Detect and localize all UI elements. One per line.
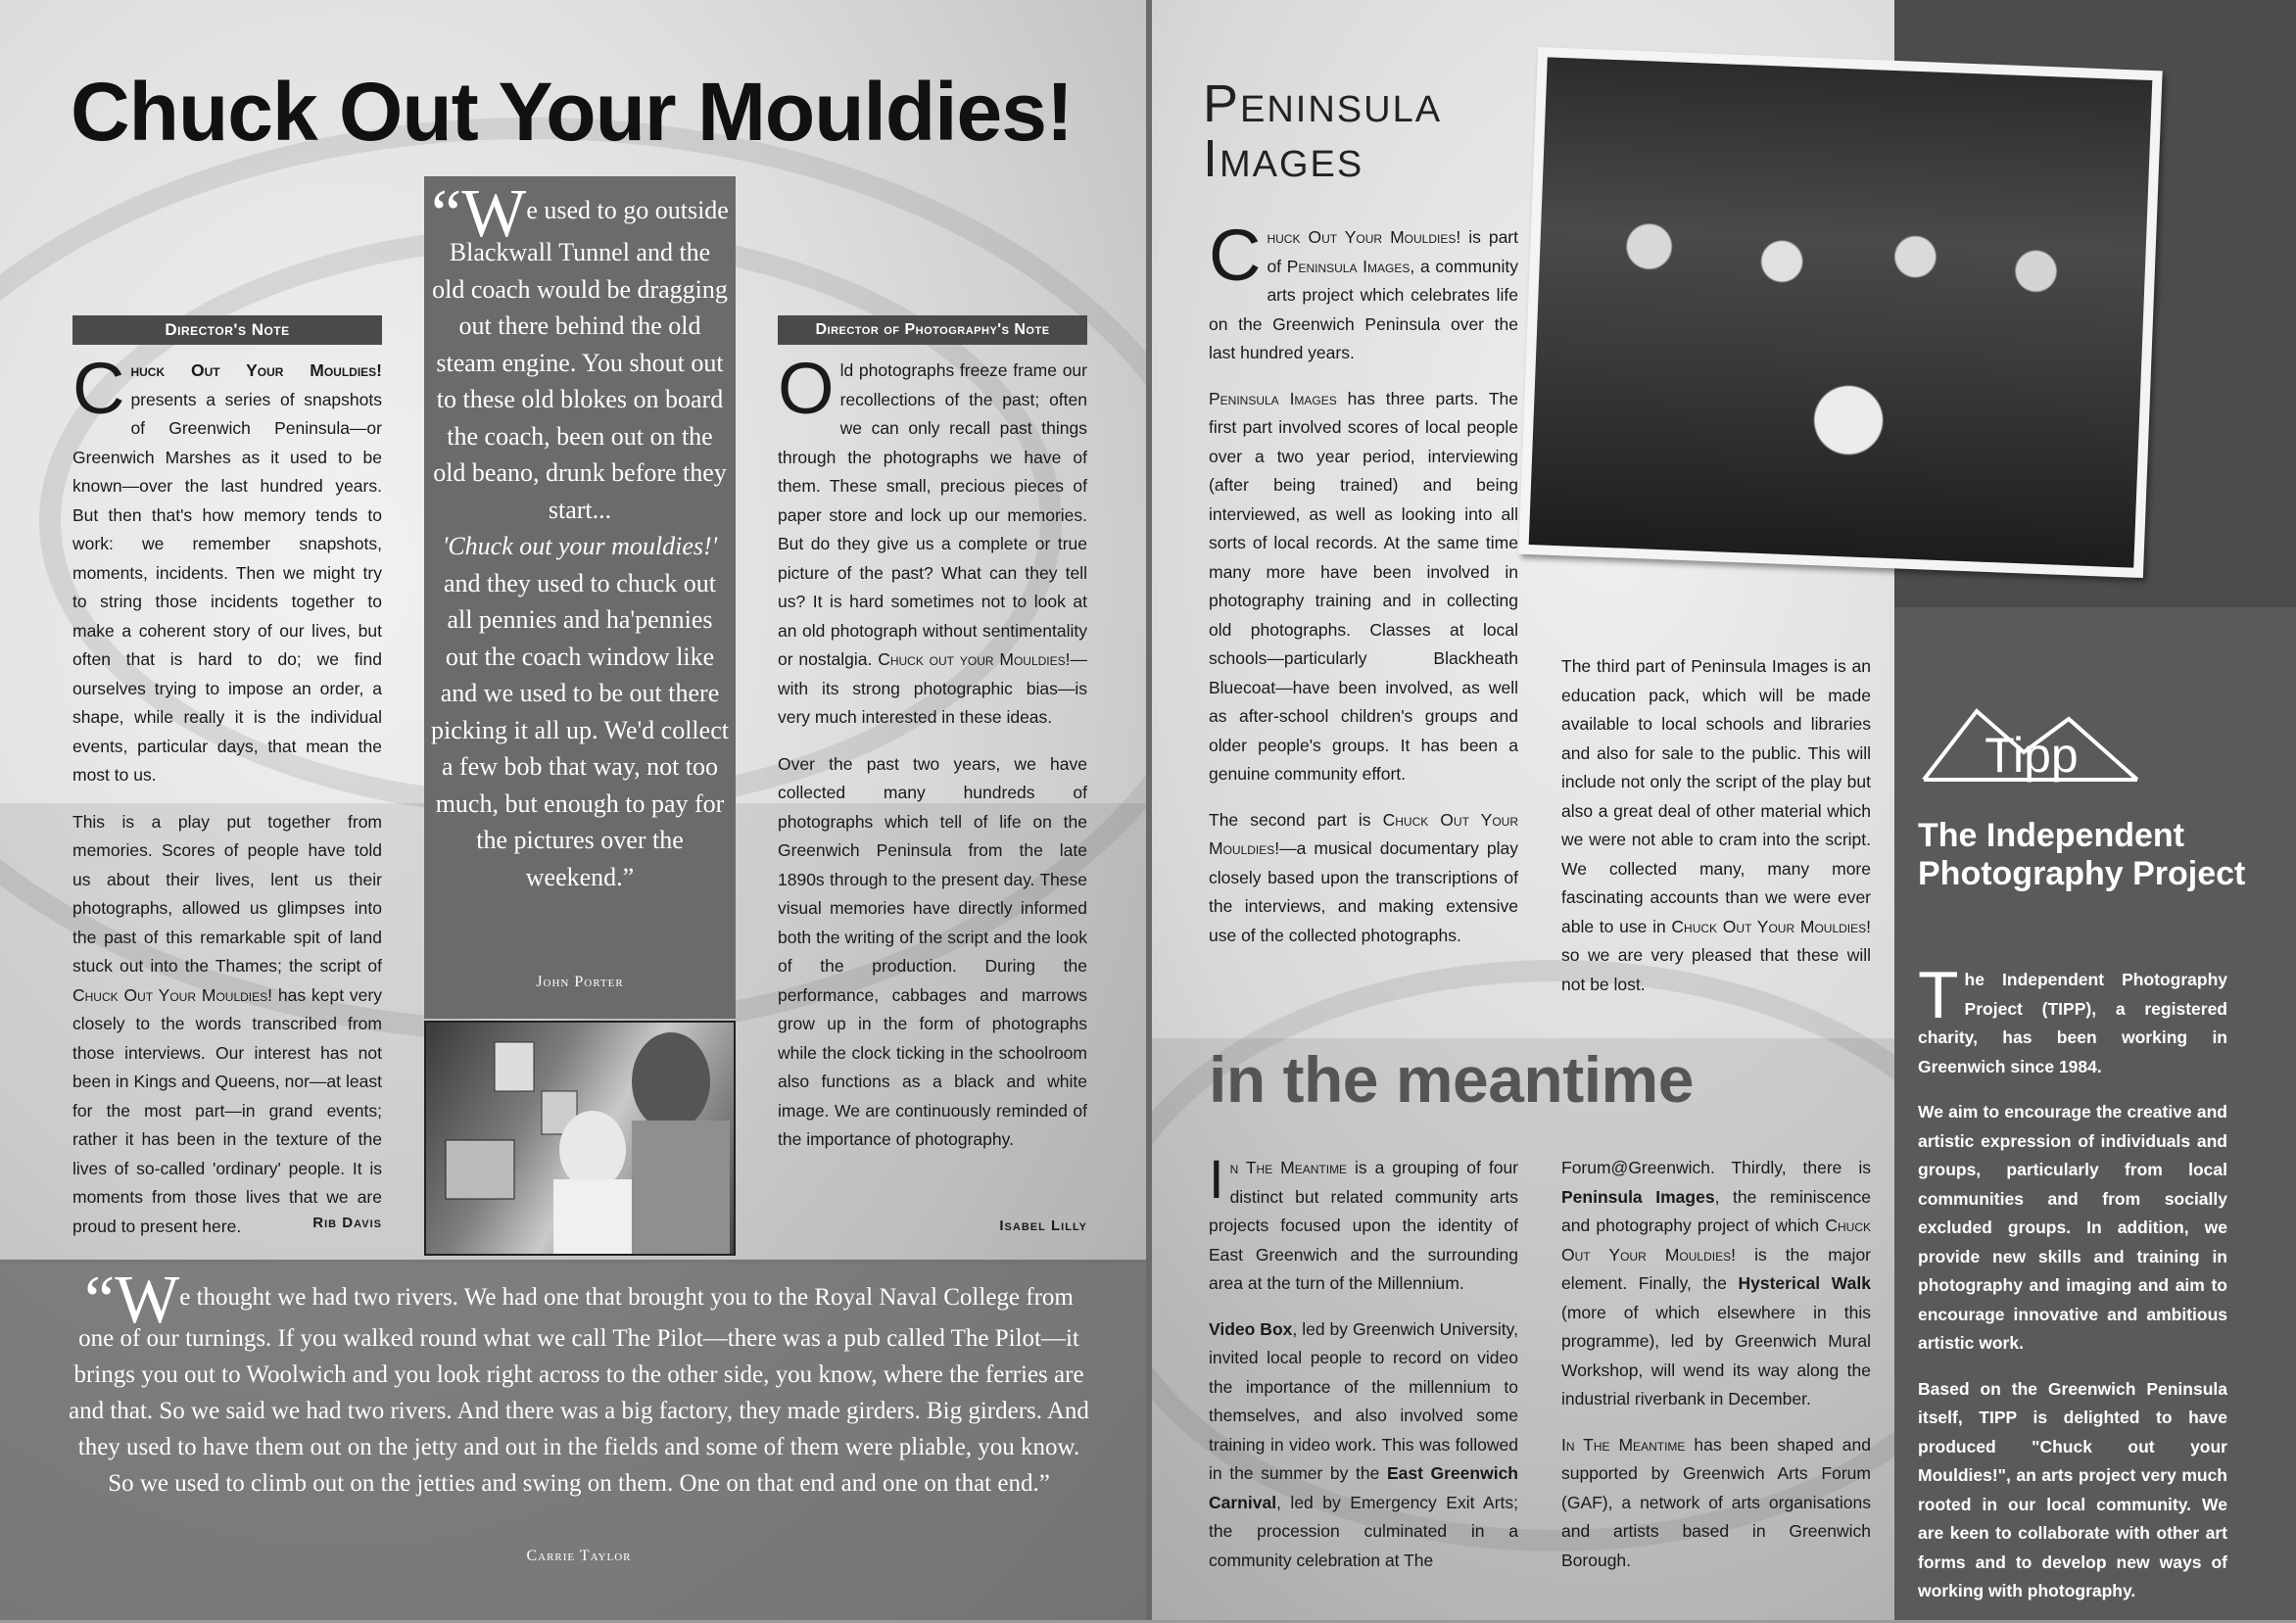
quote-dropcap: W bbox=[115, 1263, 180, 1338]
project-name: Peninsula Images bbox=[1286, 256, 1411, 276]
quote-john-porter bbox=[431, 176, 729, 895]
photo-woman-pointing-at-pictures bbox=[424, 1021, 736, 1256]
dropcap: I bbox=[1209, 1148, 1224, 1210]
signature-rib-davis: Rib Davis bbox=[312, 1215, 382, 1231]
paragraph: so we are very pleased that these will not be lost. bbox=[1561, 945, 1871, 994]
quote-author: Carrie Taylor bbox=[526, 1548, 632, 1564]
paragraph: , the reminiscence and photography project of which bbox=[1561, 1186, 1871, 1235]
project-name: East Greenwich Carnival bbox=[1209, 1463, 1518, 1512]
paragraph: presents a series of snapshots of Greenwich Peninsula—or Greenwich Marshes as it used to be known—over the last hundred years. But then that's how memory tends to work: we remember snapshots, moments, incidents. Then we might try to string those incidents together to make a coherent story of our lives, but often that is hard to do; we find ourselves trying to impose an order, a shape, while really it is the individual events, particular days, that mean the most to us. bbox=[72, 389, 382, 785]
title-line-2: Images bbox=[1203, 129, 1364, 188]
quote-text: e used to go outside Blackwall Tunnel and the old coach would be dragging out there behind the old steam engine. You shout out to these old blokes on board the coach, been out on the old beano, drunk before they start... bbox=[432, 196, 729, 524]
play-title: huck Out Your Mouldies! bbox=[130, 360, 382, 380]
paragraph: , led by Greenwich University, invited local people to record on video the importance of the millennium to themselves, and also involved some training in video work. This was followed in the summer by the bbox=[1209, 1318, 1518, 1483]
dropcap: C bbox=[1209, 215, 1262, 296]
peninsula-images-title bbox=[1203, 76, 1442, 186]
paragraph: is a grouping of four distinct but related community arts projects focused upon the identity of East Greenwich and the surrounding area at the turn of the Millennium. bbox=[1209, 1158, 1518, 1293]
project-name: In The Meantime bbox=[1561, 1434, 1686, 1455]
signature-isabel-lilly: Isabel Lilly bbox=[999, 1217, 1087, 1234]
play-title: huck Out Your Mouldies! bbox=[1267, 227, 1461, 247]
quote-italic: 'Chuck out your mouldies!' bbox=[442, 532, 718, 560]
photo-illustration bbox=[426, 1023, 734, 1254]
project-name: Video Box bbox=[1209, 1318, 1293, 1339]
open-quote-mark: “ bbox=[84, 1263, 116, 1338]
dop-note-label: Director of Photography's Note bbox=[778, 315, 1087, 345]
open-quote-mark: “ bbox=[431, 176, 462, 252]
paragraph: We aim to encourage the creative and artistic expression of individuals and groups, particularly from local communities and from socially excluded groups. In addition, we provide new skills and training in photography and imaging and aim to encourage innovative and ambitious artistic work. bbox=[1918, 1102, 2227, 1353]
peninsula-images-col-1 bbox=[1209, 215, 1518, 967]
paragraph: has three parts. The first part involved scores of local people over a two year period, interviewing (after being trained) and being interviewed, as well as looking into all sorts of local records. At the same time many more have been involved in photography training and in collecting old photographs. Classes at local schools—particularly Blackheath Bluecoat—have been involved, as well as after-school children's groups and older people's groups. It has been a genuine community effort. bbox=[1209, 388, 1518, 784]
paragraph: —with its strong photographic bias—is very much interested in these ideas. bbox=[778, 649, 1087, 727]
paragraph: has been shaped and supported by Greenwich Arts Forum (GAF), a network of arts organisations and artists based in Greenwich Borough. bbox=[1561, 1434, 1871, 1570]
project-name: n The Meantime bbox=[1229, 1158, 1348, 1177]
meantime-col-1 bbox=[1209, 1148, 1518, 1592]
quote-text: and they used to chuck out all pennies and ha'pennies out the coach window like and we used to be out there picking it all up. We'd collect a few bob that way, not too much, but enough to pay for the pictures over the weekend.” bbox=[431, 568, 729, 891]
paragraph: The third part of Peninsula Images is an education pack, which will be made available to local schools and libraries and also for sale to the public. This will include not only the script of the play but also a great deal of other material which we were not able to cram into the script. We collected many, many more fascinating accounts than we were ever able to use in bbox=[1561, 656, 1871, 936]
project-name: Peninsula Images bbox=[1561, 1186, 1715, 1207]
project-name: Hysterical Walk bbox=[1738, 1273, 1871, 1293]
meantime-col-2 bbox=[1561, 1154, 1871, 1592]
paragraph: ld photographs freeze frame our recollections of the past; often we can only recall past things through the photographs we have of them. These small, precious pieces of paper store and lock up our memories. But do they give us a complete or true picture of the past? What can they tell us? It is hard sometimes not to look at an old photograph without sentimentality or nostalgia. bbox=[778, 360, 1087, 669]
quote-text: e thought we had two rivers. We had one that brought you to the Royal Naval College from one of our turnings. If you walked round what we call The Pilot—there was a pub called The Pilot—it brings you out to Woolwich and you look right across to the other side, you know, where the ferries are and that. So we said we had two rivers. And there was a big factory, they made girders. Big girders. And they used to have them out on the jetty and out in the fields and some of them were pliable, you know. So we used to climb out on the jetties and swing on them. One on that end and one on that end.” bbox=[69, 1284, 1089, 1497]
quote-carrie-taylor bbox=[65, 1263, 1093, 1502]
paragraph: Forum@Greenwich. Thirdly, there is bbox=[1561, 1158, 1871, 1177]
paragraph: he Independent Photography Project (TIPP), a registered charity, has been working in Greenwich since 1984. bbox=[1918, 970, 2227, 1076]
dropcap: T bbox=[1918, 958, 1959, 1032]
dop-note-text bbox=[778, 348, 1087, 1172]
paragraph: This is a play put together from memories. Scores of people have told us about their lives, lent us their photographs, allowed us glimpses into the past of this remarkable spit of land stuck out into the Thames; the script of bbox=[72, 811, 382, 976]
paragraph: has kept very closely to the words transcribed from those interviews. Our interest has not been in Kings and Queens, nor—at least for the most part—in grand events; rather it has been in the texture of the lives of so-called 'ordinary' people. It is moments from those lives that we are proud to present here. bbox=[72, 984, 382, 1236]
photo-image bbox=[1529, 57, 2153, 567]
tipp-logo bbox=[1918, 701, 2143, 789]
paragraph: (more of which elsewhere in this programme), led by Greenwich Mural Workshop, will wend its way along the industrial riverbank in December. bbox=[1561, 1302, 1871, 1408]
paragraph: Based on the Greenwich Peninsula itself, TIPP is delighted to have produced "Chuck out your Mouldies!", an arts project very much rooted in our local community. We are keen to collaborate with other art forms and to develop new ways of working with photography. bbox=[1918, 1378, 2227, 1600]
quote-dropcap: W bbox=[461, 176, 527, 252]
paragraph: , a community arts project which celebrates life on the Greenwich Peninsula over the last hundred years. bbox=[1209, 256, 1518, 362]
dropcap: C bbox=[72, 348, 125, 429]
tipp-heading: The Independent Photography Project bbox=[1918, 817, 2246, 892]
paragraph: —a musical documentary play closely based upon the transcriptions of the interviews, and making extensive use of the collected photographs. bbox=[1209, 838, 1518, 945]
play-title: Chuck Out Your Mouldies! bbox=[1209, 809, 1518, 858]
play-title: Chuck Out Your Mouldies! bbox=[1671, 916, 1871, 936]
paragraph: The second part is bbox=[1209, 809, 1383, 830]
directors-note-label: Director's Note bbox=[72, 315, 382, 345]
peninsula-images-col-2 bbox=[1561, 652, 1871, 1016]
play-title: Chuck out your Mouldies! bbox=[878, 649, 1071, 669]
group-portrait-photo bbox=[1518, 47, 2162, 578]
play-title: Chuck Out Your Mouldies! bbox=[72, 984, 273, 1005]
paragraph: , led by Emergency Exit Arts; the procession culminated in a community celebration at The bbox=[1209, 1492, 1518, 1570]
paragraph: is part of bbox=[1267, 227, 1518, 276]
tipp-text bbox=[1918, 958, 2227, 1623]
project-name: Peninsula Images bbox=[1209, 388, 1337, 408]
title-line-1: Peninsula bbox=[1203, 74, 1443, 133]
page-headline: Chuck Out Your Mouldies! bbox=[71, 66, 1073, 158]
play-title: Chuck Out Your Mouldies! bbox=[1561, 1216, 1871, 1265]
in-the-meantime-heading: in the meantime bbox=[1209, 1043, 1694, 1116]
dropcap: O bbox=[778, 348, 835, 429]
paragraph: is the major element. Finally, the bbox=[1561, 1244, 1872, 1293]
tipp-logo-text: Tipp bbox=[1985, 728, 2079, 783]
directors-note-text bbox=[72, 348, 382, 1259]
quote-author: John Porter bbox=[536, 974, 624, 990]
paragraph: Over the past two years, we have collected many hundreds of photographs which tell of life on the Greenwich Peninsula from the late 1890s through to the present day. These visual memories have directly informed both the writing of the script and the look of the production. During the performance, cabbages and marrows grow up in the form of photographs while the clock ticking in the schoolroom also functions as a black and white image. We are continuously reminded of the importance of photography. bbox=[778, 753, 1087, 1149]
